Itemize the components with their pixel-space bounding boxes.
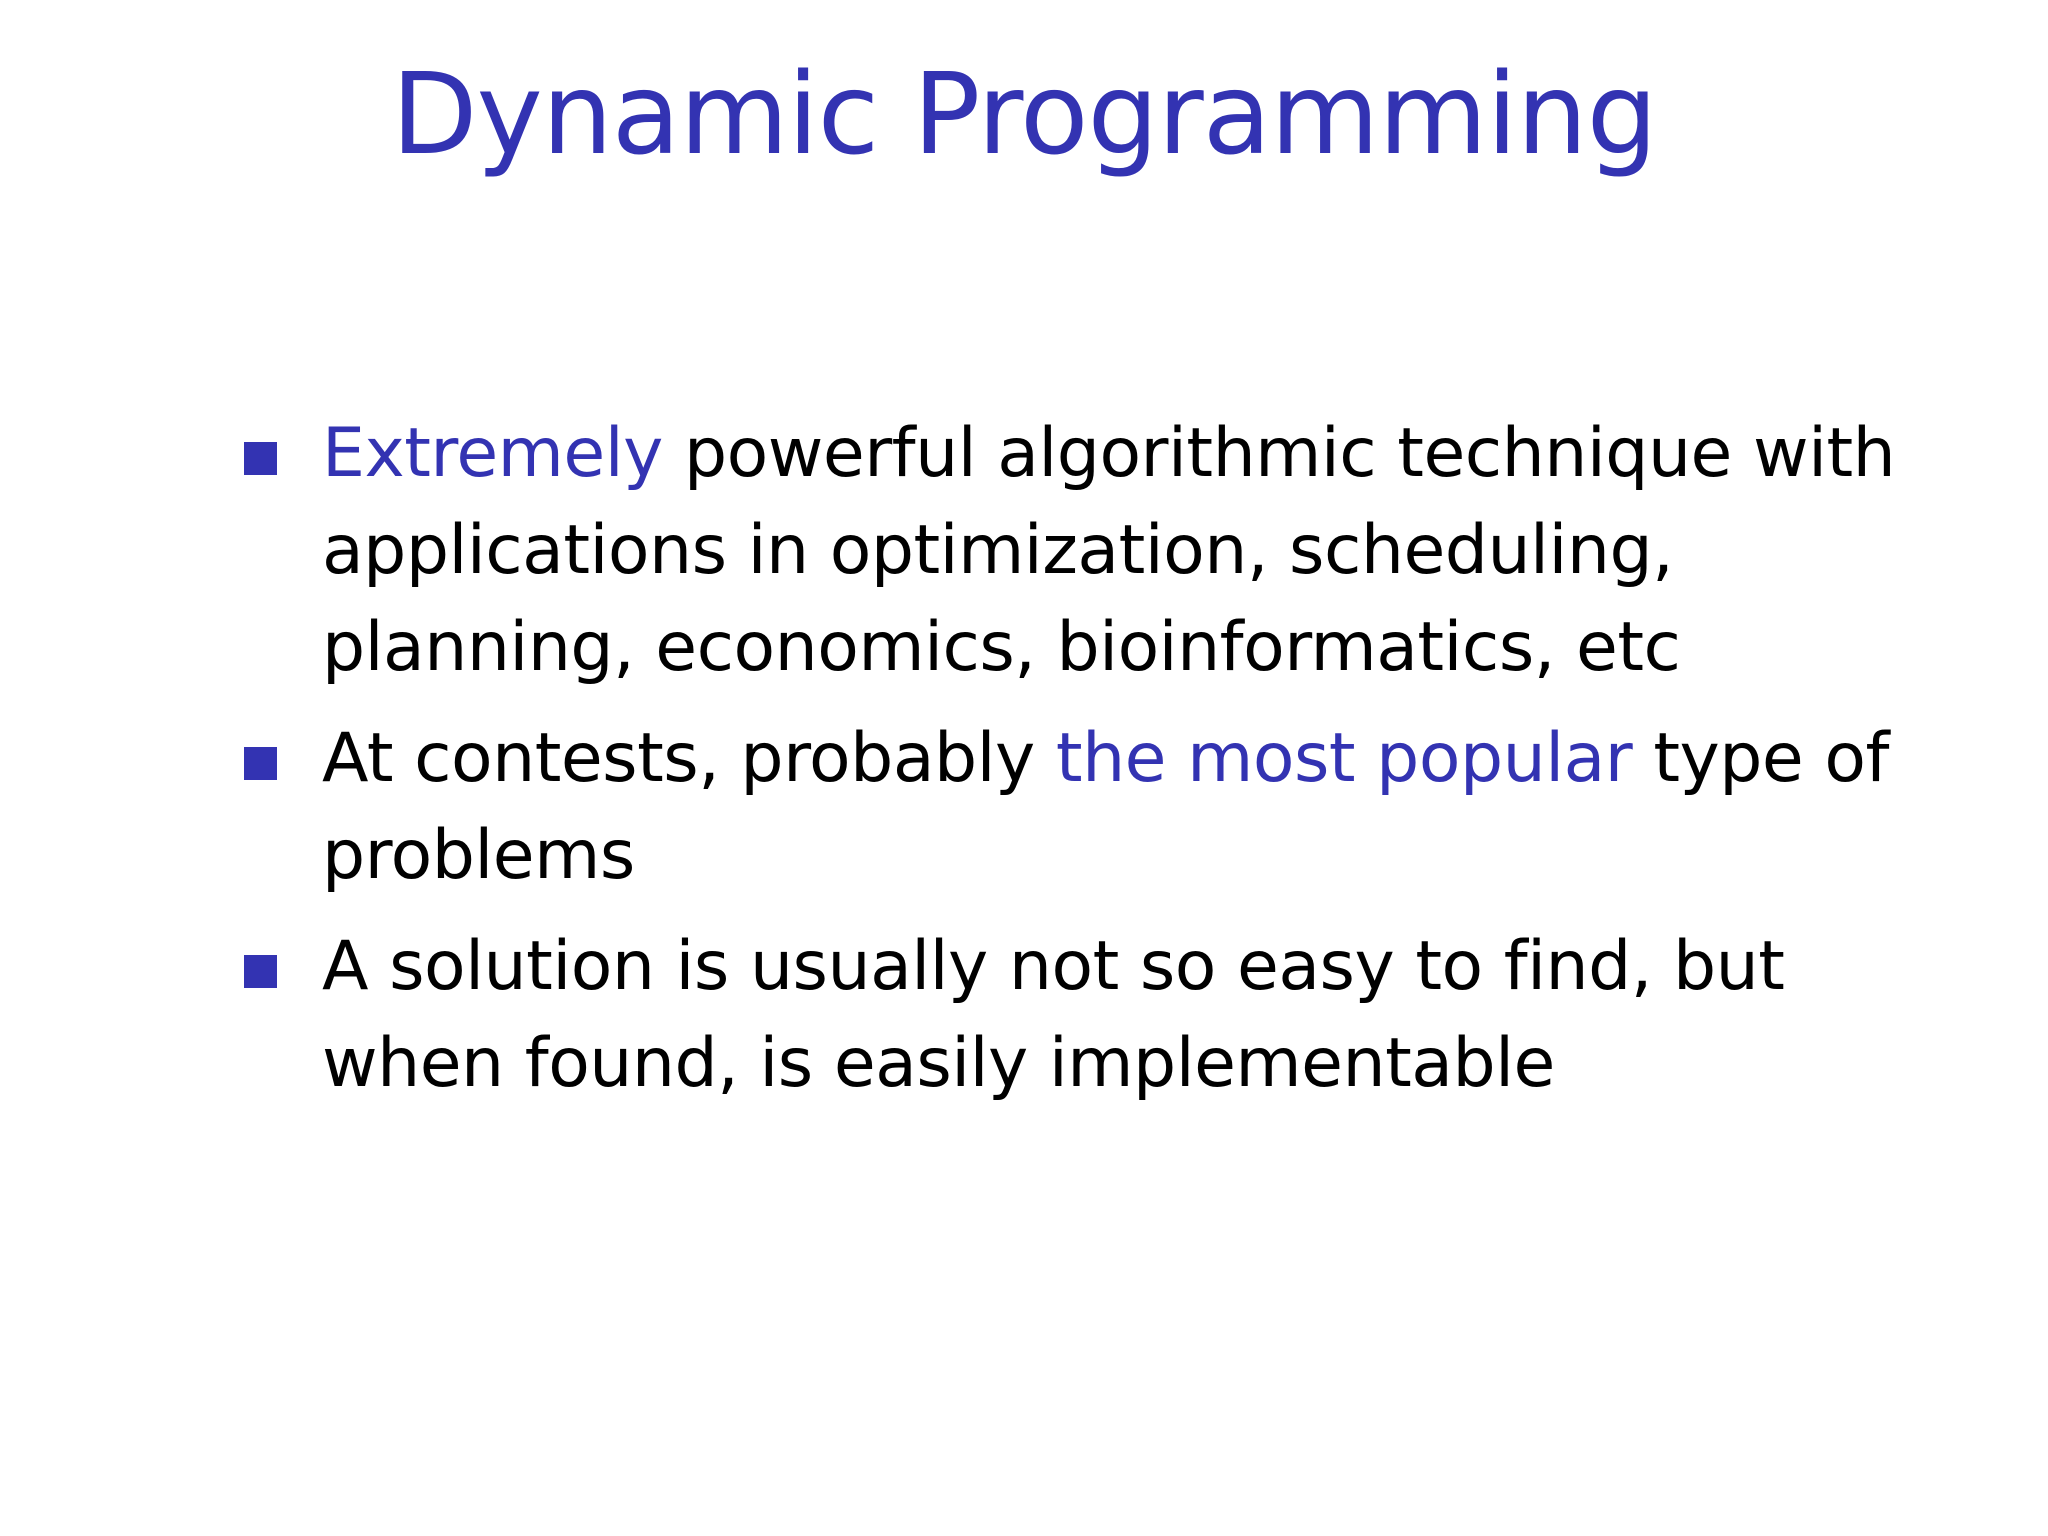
slide-title: Dynamic Programming [391, 50, 1657, 180]
bullet-list [244, 405, 1896, 1126]
square-bullet-icon [244, 442, 277, 475]
line-text: powerful algorithmic technique with [662, 414, 1896, 493]
line-text: type of [1632, 719, 1889, 798]
line-text: At contests, probably [322, 719, 1056, 798]
highlight-text: the most popular [1055, 719, 1633, 798]
bullet-line [322, 710, 1889, 807]
bullet-line: A solution is usually not so easy to find, but [322, 927, 1785, 1006]
bullet-line: problems [322, 816, 635, 895]
bullet-line [322, 405, 1896, 502]
highlight-text: Extremely [322, 414, 663, 493]
square-bullet-icon [244, 747, 277, 780]
bullet-line: planning, economics, bioinformatics, etc [322, 608, 1681, 687]
square-bullet-icon [244, 955, 277, 988]
bullet-line: when found, is easily implementable [322, 1024, 1555, 1103]
bullet-item-applications [244, 405, 1896, 696]
bullet-item-solution [244, 918, 1884, 1112]
bullet-item-contests [244, 710, 1889, 904]
bullet-line: applications in optimization, scheduling, [322, 511, 1674, 590]
